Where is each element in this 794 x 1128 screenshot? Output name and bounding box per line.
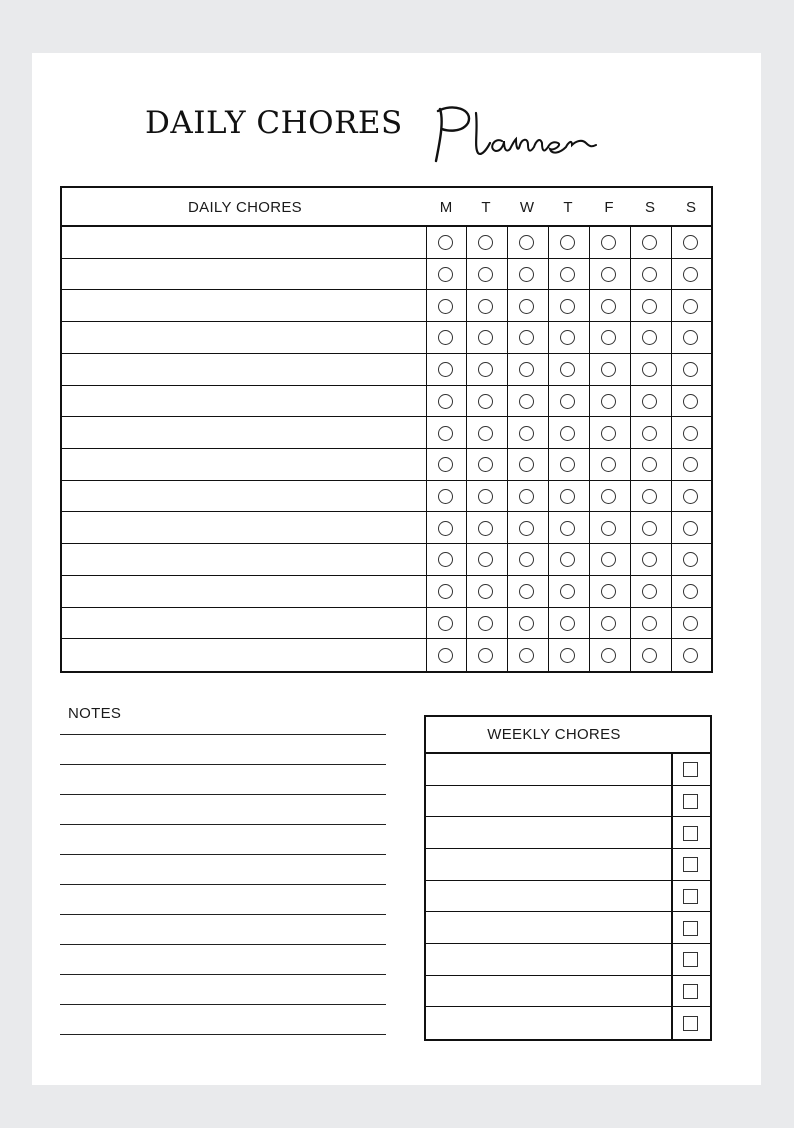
day-checkbox-circle[interactable] [438,521,453,536]
weekly-checkbox[interactable] [683,921,698,936]
weekly-checkbox[interactable] [683,826,698,841]
day-checkbox-circle[interactable] [642,267,657,282]
day-checkbox-circle[interactable] [683,330,698,345]
daily-chores-header-label: DAILY CHORES [188,199,302,216]
day-checkbox-circle[interactable] [642,457,657,472]
day-checkbox-circle[interactable] [478,552,493,567]
day-checkbox-circle[interactable] [642,584,657,599]
weekly-chore-field[interactable] [426,881,671,912]
day-checkbox-circle[interactable] [560,330,575,345]
day-checkbox-circle[interactable] [601,489,616,504]
script-title-planner [422,101,602,171]
weekly-chore-field[interactable] [426,976,671,1007]
weekly-chore-row [426,817,710,849]
day-checkbox-circle[interactable] [519,457,534,472]
day-checkbox-circle[interactable] [438,299,453,314]
day-checkbox-circle[interactable] [601,457,616,472]
day-checkbox-circle[interactable] [560,584,575,599]
notes-label: NOTES [68,705,122,722]
notes-line[interactable] [60,764,386,765]
day-wednesday: W [519,199,535,216]
day-checkbox-circle[interactable] [560,267,575,282]
day-checkbox-circle[interactable] [560,648,575,663]
notes-line[interactable] [60,734,386,735]
day-checkbox-circle[interactable] [438,552,453,567]
day-checkbox-circle[interactable] [560,489,575,504]
day-checkbox-circle[interactable] [560,362,575,377]
day-monday: M [439,199,453,216]
daily-chores-header [62,188,711,227]
day-checkbox-circle[interactable] [438,330,453,345]
day-checkbox-circle[interactable] [438,457,453,472]
daily-chores-table [60,186,713,673]
day-checkbox-circle[interactable] [601,299,616,314]
day-checkbox-circle[interactable] [560,457,575,472]
weekly-chore-row [426,754,710,786]
day-checkbox-circle[interactable] [478,394,493,409]
daily-chore-row [62,544,711,576]
weekly-chore-row [426,849,710,881]
daily-chore-field[interactable] [62,544,426,575]
day-checkbox-circle[interactable] [601,267,616,282]
day-checkbox-circle[interactable] [642,426,657,441]
daily-chore-field[interactable] [62,449,426,480]
day-checkbox-circle[interactable] [601,552,616,567]
daily-chore-field[interactable] [62,386,426,417]
notes-line[interactable] [60,794,386,795]
weekly-chore-row [426,944,710,976]
weekly-chore-field[interactable] [426,912,671,943]
weekly-chore-row [426,881,710,913]
day-checkbox-circle[interactable] [438,616,453,631]
day-checkbox-circle[interactable] [519,235,534,250]
weekly-chore-field[interactable] [426,1007,671,1039]
day-checkbox-circle[interactable] [560,521,575,536]
day-checkbox-circle[interactable] [438,362,453,377]
notes-line[interactable] [60,824,386,825]
weekly-chores-header-label: WEEKLY CHORES [487,726,621,743]
day-checkbox-circle[interactable] [683,235,698,250]
day-checkbox-circle[interactable] [519,552,534,567]
day-checkbox-circle[interactable] [642,299,657,314]
day-checkbox-circle[interactable] [478,457,493,472]
day-checkbox-circle[interactable] [478,330,493,345]
weekly-checkbox[interactable] [683,984,698,999]
day-checkbox-circle[interactable] [683,616,698,631]
daily-chore-row [62,608,711,640]
daily-chore-field[interactable] [62,512,426,543]
day-checkbox-circle[interactable] [478,584,493,599]
daily-chore-field[interactable] [62,290,426,321]
day-checkbox-circle[interactable] [438,235,453,250]
day-checkbox-circle[interactable] [519,394,534,409]
page-title: DAILY CHORES [145,105,403,141]
day-checkbox-circle[interactable] [519,299,534,314]
day-checkbox-circle[interactable] [560,235,575,250]
day-checkbox-circle[interactable] [601,584,616,599]
day-checkbox-circle[interactable] [438,426,453,441]
daily-chore-row [62,386,711,418]
day-friday: F [604,199,614,216]
day-checkbox-circle[interactable] [683,457,698,472]
day-checkbox-circle[interactable] [519,616,534,631]
weekly-chore-field[interactable] [426,944,671,975]
day-checkbox-circle[interactable] [683,362,698,377]
daily-chore-row [62,481,711,513]
day-checkbox-circle[interactable] [560,426,575,441]
daily-chore-row [62,322,711,354]
day-checkbox-circle[interactable] [478,426,493,441]
day-checkbox-circle[interactable] [560,616,575,631]
day-checkbox-circle[interactable] [642,330,657,345]
day-checkbox-circle[interactable] [642,235,657,250]
daily-chore-field[interactable] [62,322,426,353]
day-checkbox-circle[interactable] [683,552,698,567]
daily-chore-field[interactable] [62,639,426,671]
daily-chore-field[interactable] [62,417,426,448]
day-checkbox-circle[interactable] [438,648,453,663]
day-checkbox-circle[interactable] [683,489,698,504]
day-checkbox-circle[interactable] [478,489,493,504]
day-checkbox-circle[interactable] [478,521,493,536]
weekly-chore-row [426,786,710,818]
daily-chore-row [62,259,711,291]
script-title-text: Planner [422,101,426,102]
day-checkbox-circle[interactable] [560,299,575,314]
day-checkbox-circle[interactable] [601,648,616,663]
day-checkbox-circle[interactable] [478,648,493,663]
weekly-checkbox[interactable] [683,857,698,872]
day-checkbox-circle[interactable] [642,521,657,536]
weekly-chores-table [424,715,712,1041]
day-checkbox-circle[interactable] [519,521,534,536]
day-checkbox-circle[interactable] [642,489,657,504]
day-checkbox-circle[interactable] [438,394,453,409]
day-checkbox-circle[interactable] [601,330,616,345]
day-checkbox-circle[interactable] [642,616,657,631]
day-checkbox-circle[interactable] [519,584,534,599]
day-checkbox-circle[interactable] [683,267,698,282]
weekly-chore-row [426,912,710,944]
day-checkbox-circle[interactable] [601,521,616,536]
day-checkbox-circle[interactable] [601,616,616,631]
planner-page [32,53,761,1085]
notes-line[interactable] [60,1004,386,1005]
notes-line[interactable] [60,884,386,885]
weekly-checkbox[interactable] [683,762,698,777]
daily-chore-row [62,354,711,386]
weekly-chore-field[interactable] [426,849,671,880]
daily-chore-field[interactable] [62,481,426,512]
day-sunday: S [685,199,696,216]
day-checkbox-circle[interactable] [478,267,493,282]
weekly-chore-row [426,1007,710,1039]
day-checkbox-circle[interactable] [438,584,453,599]
notes-line[interactable] [60,914,386,915]
day-checkbox-circle[interactable] [683,584,698,599]
day-checkbox-circle[interactable] [683,394,698,409]
weekly-checkbox[interactable] [683,794,698,809]
day-checkbox-circle[interactable] [642,394,657,409]
day-checkbox-circle[interactable] [478,235,493,250]
day-checkbox-circle[interactable] [560,394,575,409]
day-checkbox-circle[interactable] [642,362,657,377]
daily-chore-field[interactable] [62,576,426,607]
day-checkbox-circle[interactable] [560,552,575,567]
weekly-chore-field[interactable] [426,817,671,848]
day-checkbox-circle[interactable] [478,299,493,314]
day-checkbox-circle[interactable] [519,362,534,377]
daily-chore-field[interactable] [62,227,426,258]
daily-chore-row [62,227,711,259]
weekly-checkbox[interactable] [683,1016,698,1031]
day-saturday: S [644,199,655,216]
daily-chore-row [62,449,711,481]
notes-line[interactable] [60,854,386,855]
day-checkbox-circle[interactable] [519,330,534,345]
day-checkbox-circle[interactable] [642,552,657,567]
day-checkbox-circle[interactable] [519,489,534,504]
daily-chore-row [62,290,711,322]
daily-chore-row [62,576,711,608]
day-checkbox-circle[interactable] [642,648,657,663]
day-checkbox-circle[interactable] [683,648,698,663]
daily-chore-field[interactable] [62,608,426,639]
notes-line[interactable] [60,1034,386,1035]
day-tuesday: T [481,199,491,216]
day-thursday: T [563,199,573,216]
daily-chore-row [62,639,711,671]
weekly-chore-row [426,976,710,1008]
daily-chore-field[interactable] [62,259,426,290]
notes-line[interactable] [60,974,386,975]
day-checkbox-circle[interactable] [519,648,534,663]
weekly-chore-field[interactable] [426,786,671,817]
day-checkbox-circle[interactable] [601,426,616,441]
day-checkbox-circle[interactable] [519,267,534,282]
daily-chore-row [62,512,711,544]
day-checkbox-circle[interactable] [438,489,453,504]
day-checkbox-circle[interactable] [601,394,616,409]
daily-chore-row [62,417,711,449]
day-checkbox-circle[interactable] [478,616,493,631]
weekly-checkbox[interactable] [683,952,698,967]
day-checkbox-circle[interactable] [519,426,534,441]
notes-line[interactable] [60,944,386,945]
day-checkbox-circle[interactable] [478,362,493,377]
day-checkbox-circle[interactable] [683,299,698,314]
day-checkbox-circle[interactable] [683,521,698,536]
weekly-chores-header [426,717,710,754]
day-checkbox-circle[interactable] [601,235,616,250]
weekly-chore-field[interactable] [426,754,671,785]
day-checkbox-circle[interactable] [438,267,453,282]
daily-chore-field[interactable] [62,354,426,385]
day-checkbox-circle[interactable] [683,426,698,441]
day-checkbox-circle[interactable] [601,362,616,377]
weekly-checkbox[interactable] [683,889,698,904]
